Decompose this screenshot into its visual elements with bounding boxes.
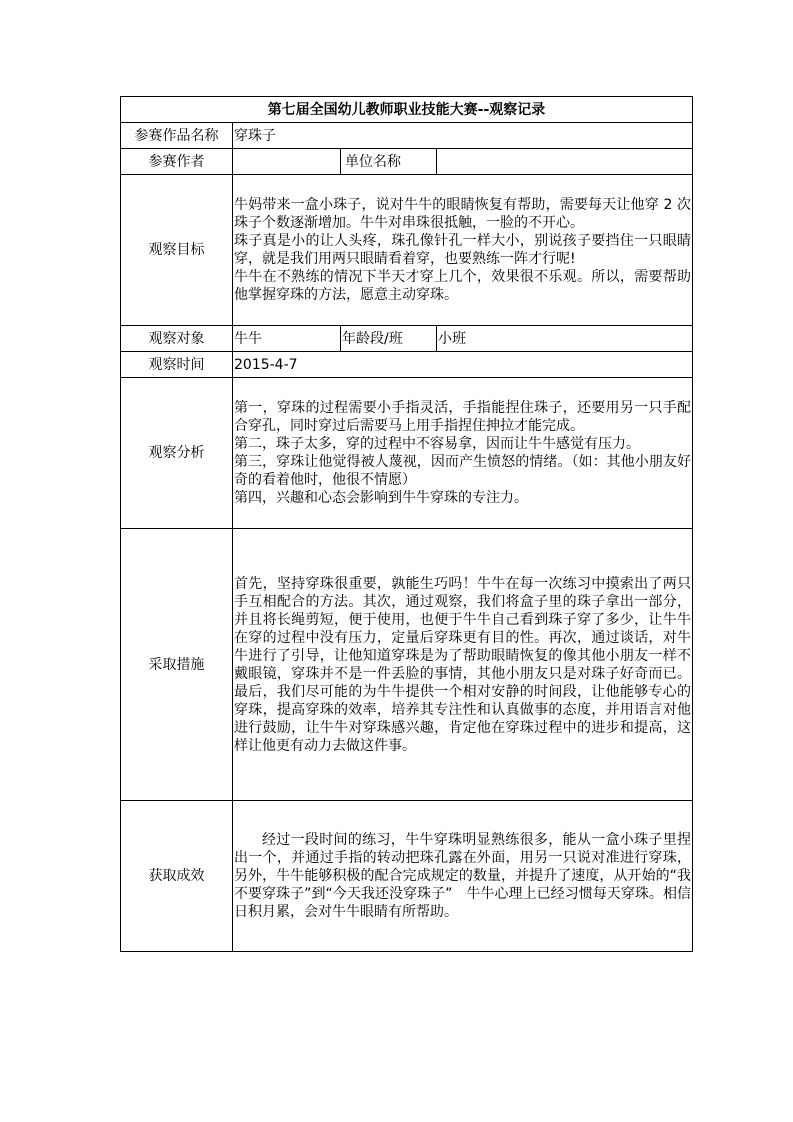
analysis-paragraph: 第二，珠子太多，穿的过程中不容易拿，因而让牛牛感觉有压力。 xyxy=(234,436,640,452)
results-row xyxy=(121,801,693,952)
goal-paragraph: 牛牛在不熟练的情况下半天才穿上几个，效果很不乐观。所以，需要帮助他掌握穿珠的方法，愿意主动穿珠。 xyxy=(234,269,691,303)
measures-label: 采取措施 xyxy=(121,529,233,801)
grade-value: 小班 xyxy=(437,326,693,352)
goal-content xyxy=(233,175,693,326)
observation-record-table xyxy=(120,96,693,952)
analysis-paragraph: 第三，穿珠让他觉得被人蔑视，因而产生愤怒的情绪。（如：其他小朋友好奇的看着他时，他很不情愿） xyxy=(234,454,691,488)
goal-row xyxy=(121,175,693,326)
time-value: 2015-4-7 xyxy=(233,352,693,378)
analysis-content xyxy=(233,378,693,529)
subject-label: 观察对象 xyxy=(121,326,233,352)
analysis-row xyxy=(121,378,693,529)
author-label: 参赛作者 xyxy=(121,149,233,175)
grade-label: 年龄段/班 xyxy=(341,326,437,352)
time-label: 观察时间 xyxy=(121,352,233,378)
analysis-label: 观察分析 xyxy=(121,378,233,529)
time-row xyxy=(121,352,693,378)
work-name-value: 穿珠子 xyxy=(233,123,693,149)
unit-label: 单位名称 xyxy=(341,149,437,175)
goal-paragraph: 珠子真是小的让人头疼，珠孔像针孔一样大小，别说孩子要挡住一只眼睛穿，就是我们用两只眼睛看着穿，也要熟练一阵才行呢! xyxy=(234,233,691,267)
measures-text: 首先，坚持穿珠很重要，孰能生巧吗！牛牛在每一次练习中摸索出了两只手互相配合的方法。其次，通过观察，我们将盒子里的珠子拿出一部分，并且将长绳剪短，便于使用，也便于牛牛自己看到珠子穿了多少，让牛牛在穿的过程中没有压力，定量后穿珠更有目的性。再次，通过谈话，对牛牛进行了引导，让他知道穿珠是为了帮助眼睛恢复的像其他小朋友一样不戴眼镜，穿珠并不是一件丢脸的事情，其他小朋友只是对珠子好奇而已。最后，我们尽可能的为牛牛提供一个相对安静的时间段，让他能够专心的穿珠，提高穿珠的效率，培养其专注性和认真做事的态度，并用语言对他进行鼓励，让牛牛对穿珠感兴趣，肯定他在穿珠过程中的进步和提高，这样让他更有动力去做这件事。 xyxy=(234,575,691,754)
author-value xyxy=(233,149,341,175)
work-name-row xyxy=(121,123,693,149)
analysis-paragraph: 第四，兴趣和心态会影响到牛牛穿珠的专注力。 xyxy=(234,490,528,506)
author-row xyxy=(121,149,693,175)
record-title: 第七届全国幼儿教师职业技能大赛--观察记录 xyxy=(121,97,693,123)
measures-content xyxy=(233,529,693,801)
results-label: 获取成效 xyxy=(121,801,233,952)
measures-row xyxy=(121,529,693,801)
analysis-paragraph: 第一，穿珠的过程需要小手指灵活，手指能捏住珠子，还要用另一只手配合穿孔，同时穿过后需要马上用手指捏住抻拉才能完成。 xyxy=(234,400,691,434)
results-content xyxy=(233,801,693,952)
subject-value: 牛牛 xyxy=(233,326,341,352)
goal-label: 观察目标 xyxy=(121,175,233,326)
goal-paragraph: 牛妈带来一盒小珠子，说对牛牛的眼睛恢复有帮助，需要每天让他穿 2 次珠子个数逐渐增加。牛牛对串珠很抵触，一脸的不开心。 xyxy=(234,197,691,231)
title-row xyxy=(121,97,693,123)
work-name-label: 参赛作品名称 xyxy=(121,123,233,149)
unit-value xyxy=(437,149,693,175)
subject-row xyxy=(121,326,693,352)
results-text: 经过一段时间的练习，牛牛穿珠明显熟练很多，能从一盒小珠子里捏出一个，并通过手指的转动把珠孔露在外面，用另一只说对准进行穿珠，另外，牛牛能够积极的配合完成规定的数量，并提升了速度，从开始的“我不要穿珠子”到“今天我还没穿珠子” 牛牛心理上已经习惯每天穿珠。相信日积月累，会对牛牛眼睛有所帮助。 xyxy=(234,832,691,920)
